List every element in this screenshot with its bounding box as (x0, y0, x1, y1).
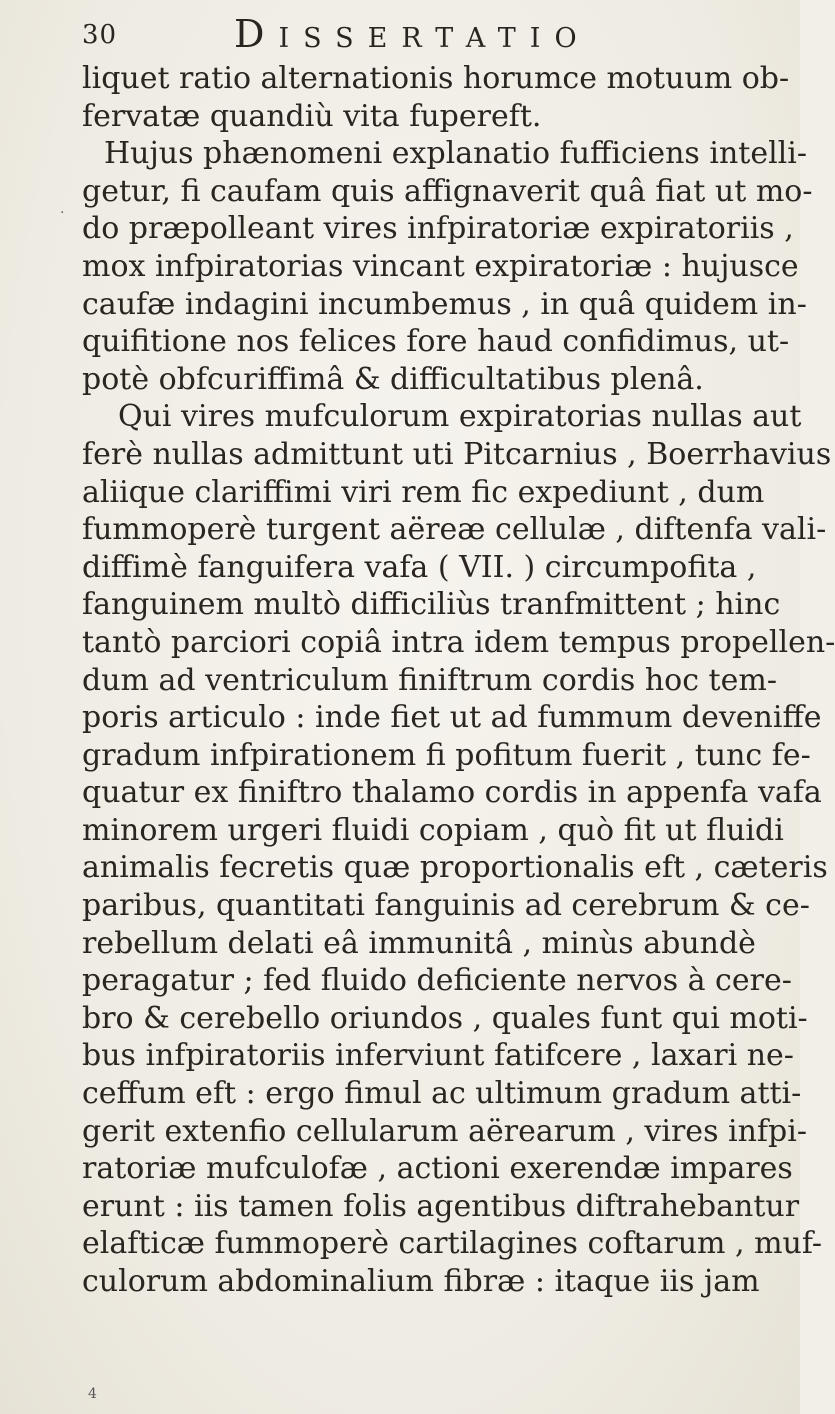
text-line: aliique clariffimi viri rem fic expediunt , dum (82, 474, 765, 510)
text-line: gerit extenfio cellularum aërearum , vires infpi- (82, 1113, 807, 1149)
text-line: bro & cerebello oriundos , quales funt qui moti- (82, 1000, 808, 1036)
text-line: ratoriæ mufculofæ , actioni exerendæ impares (82, 1151, 793, 1187)
text-line: quatur ex finiftro thalamo cordis in appenfa vafa (82, 775, 822, 811)
text-line: potè obfcuriffimâ & difficultatibus plenâ. (82, 361, 704, 397)
text-line: mox infpiratorias vincant expiratoriæ : hujusce (82, 248, 799, 284)
page-number: 30 (82, 20, 118, 50)
text-line: quifitione nos felices fore haud confidimus, ut- (82, 324, 790, 360)
text-line: gradum infpirationem fi pofitum fuerit , tunc fe- (82, 737, 811, 773)
text-line: Qui vires mufculorum expiratorias nullas aut (118, 399, 802, 435)
text-line: elafticæ fummoperè cartilagines coftarum , muf- (82, 1226, 823, 1262)
text-line: culorum abdominalium fibræ : itaque iis jam (82, 1264, 760, 1299)
running-head-title: Dissertatio (234, 12, 591, 56)
text-line: peragatur ; fed fluido deficiente nervos à cere- (82, 963, 792, 999)
text-line: Hujus phænomeni explanatio fufficiens intelli- (104, 136, 807, 172)
text-line: dum ad ventriculum finiftrum cordis hoc tem- (82, 662, 777, 698)
text-line: paribus, quantitati fanguinis ad cerebrum & ce- (82, 888, 810, 924)
body-text (82, 60, 835, 1301)
signature-mark: 4 (88, 1386, 97, 1402)
text-line: do præpolleant vires infpiratoriæ expiratoriis , (82, 211, 794, 247)
text-line: fanguinem multò difficiliùs tranfmittent ; hinc (82, 587, 781, 623)
text-line: caufæ indagini incumbemus , in quâ quidem in- (82, 286, 807, 322)
text-line: diffimè fanguifera vafa ( VII. ) circumpofita , (82, 549, 757, 585)
text-line: animalis fecretis quæ proportionalis eft , cæteris (82, 850, 828, 886)
text-line: rebellum delati eâ immunitâ , minùs abundè (82, 925, 756, 961)
text-line: fummoperè turgent aëreæ cellulæ , diftenfa vali- (82, 512, 827, 548)
text-line: fervatæ quandiù vita fupereft. (82, 98, 542, 134)
text-line: ceffum eft : ergo fimul ac ultimum gradum atti- (82, 1076, 802, 1112)
text-line: minorem urgeri fluidi copiam , quò fit ut fluidi (82, 812, 784, 848)
margin-dot: · (60, 205, 65, 221)
text-line: poris articulo : inde fiet ut ad fummum deveniffe (82, 700, 822, 736)
text-line: bus infpiratoriis inferviunt fatifcere , laxari ne- (82, 1038, 794, 1074)
text-line: ferè nullas admittunt uti Pitcarnius , Boerrhavius (82, 436, 832, 472)
text-line: erunt : iis tamen folis agentibus diftrahebantur (82, 1188, 800, 1224)
running-head (82, 12, 722, 64)
text-line: getur, fi caufam quis affignaverit quâ fiat ut mo- (82, 173, 813, 209)
text-line: liquet ratio alternationis horumce motuum ob‐ (82, 61, 790, 96)
text-line: tantò parciori copiâ intra idem tempus propellen- (82, 624, 835, 660)
